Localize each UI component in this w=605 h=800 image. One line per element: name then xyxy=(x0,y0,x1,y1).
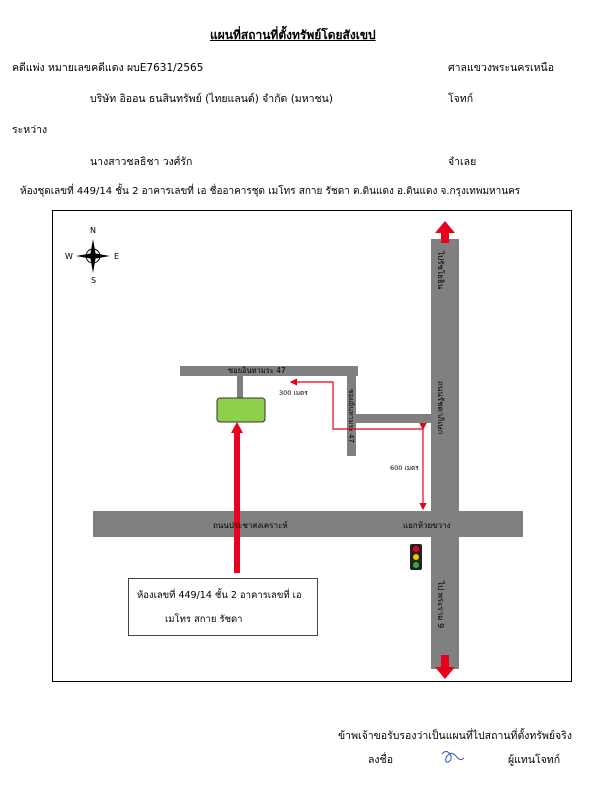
compass-north: N xyxy=(90,226,96,235)
certify-text: ข้าพเจ้าขอรับรองว่าเป็นแผนที่ไปสถานที่ตั้งทรัพย์จริง xyxy=(338,730,572,742)
compass-east: E xyxy=(114,252,120,261)
court-name: ศาลแขวงพระนครเหนือ xyxy=(448,62,554,74)
route-main-line xyxy=(234,431,240,573)
page-title: แผนที่สถานที่ตั้งทรัพย์โดยสังเขป xyxy=(210,28,376,42)
road-pracha-songkhro xyxy=(93,511,523,537)
road-soi-connector xyxy=(356,414,432,423)
sign-label: ลงชื่อ xyxy=(368,754,393,766)
road-rama9-label: ไป พระราม 9 xyxy=(436,581,445,629)
signature-icon xyxy=(438,746,470,768)
intersection-label: แยกห้วยขวาง xyxy=(403,521,451,530)
road-pracha-label: ถนนประชาสงเคราะห์ xyxy=(213,521,288,530)
compass-icon xyxy=(65,226,119,285)
case-number: คดีแพ่ง หมายเลขคดีแดง ผบE7631/2565 xyxy=(12,62,204,74)
distance-600: 600 เมตร xyxy=(390,464,419,472)
road-ratchada-label: ถนนรัชดาภิเษก xyxy=(436,381,445,435)
property-address: ห้องชุดเลขที่ 449/14 ชั้น 2 อาคารเลขที่ เอ ชื่ออาคารชุด เมโทร สกาย รัชดา ต.ดินแดง อ.ดินแดง จ.กรุงเทพมหานคร xyxy=(20,186,521,197)
road-ratchayothin-label: ไปรัชโยธิน xyxy=(436,251,445,290)
plaintiff-role: โจทก์ xyxy=(448,93,474,105)
building-marker xyxy=(217,398,265,422)
soi-label: ซอยอินทามระ 47 xyxy=(228,366,286,375)
route-arrow-icon xyxy=(231,422,243,433)
defendant-role: จำเลย xyxy=(448,156,477,168)
location-line2: เมโทร สกาย รัชดา xyxy=(165,614,243,625)
compass-south: S xyxy=(91,276,97,285)
between-label: ระหว่าง xyxy=(12,124,48,136)
location-box xyxy=(128,578,318,636)
signer-role: ผู้แทนโจทก์ xyxy=(508,754,561,766)
defendant-name: นางสาวชลธิชา วงศ์รัก xyxy=(90,156,193,168)
compass-west: W xyxy=(65,252,73,261)
location-line1: ห้องเลขที่ 449/14 ชั้น 2 อาคารเลขที่ เอ xyxy=(137,590,302,601)
plaintiff-name: บริษัท อิออน ธนสินทรัพย์ (ไทยแลนด์) จำกัด (มหาชน) xyxy=(90,93,333,105)
road-building-access xyxy=(237,376,243,398)
soi-vertical-label: ซอยอินทามระ 47 xyxy=(347,389,355,443)
distance-300: 300 เมตร xyxy=(279,389,308,397)
traffic-light-icon xyxy=(410,544,422,570)
